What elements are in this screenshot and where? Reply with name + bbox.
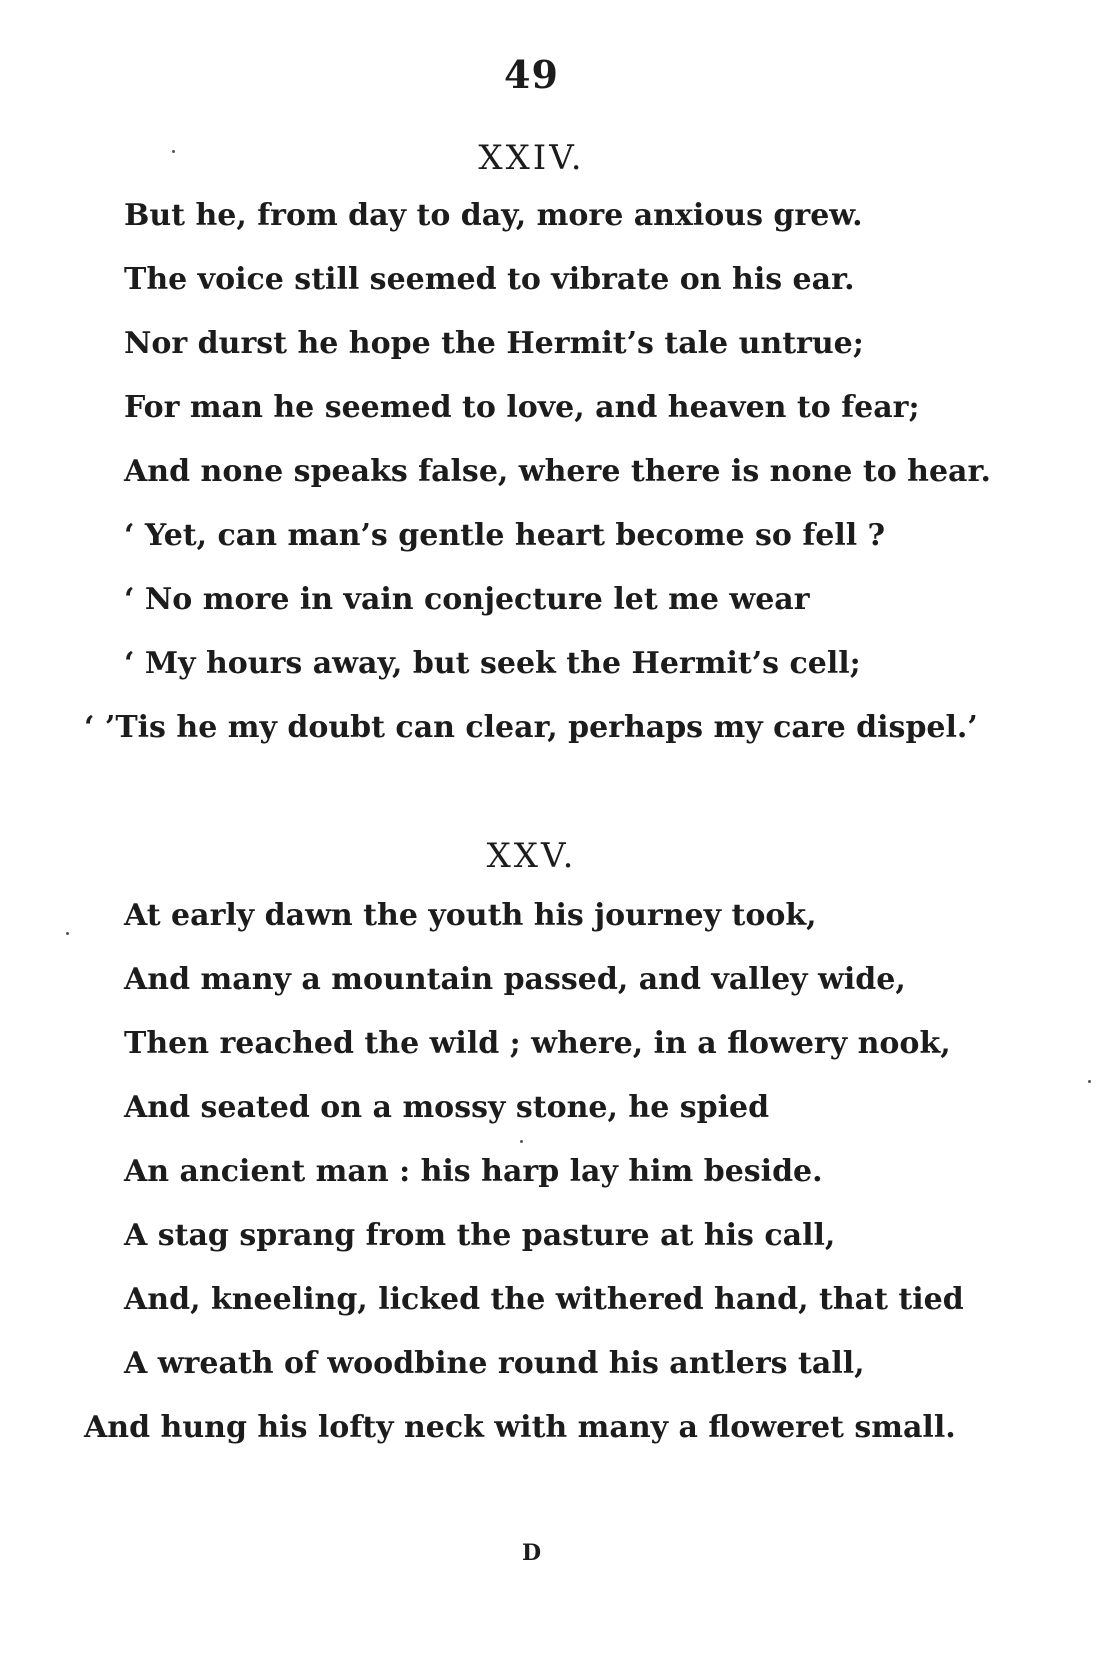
verse-line-alexandrine: ‘ ’Tis he my doubt can clear, perhaps my care dispel.’ [84, 710, 978, 745]
printer-signature-mark: D [521, 1540, 542, 1566]
verse-line: But he, from day to day, more anxious grew. [124, 198, 863, 233]
verse-line: An ancient man : his harp lay him beside. [124, 1154, 823, 1189]
print-speck [172, 150, 175, 153]
verse-line: And, kneeling, licked the withered hand, that tied [124, 1282, 964, 1317]
verse-line: A stag sprang from the pasture at his call, [124, 1218, 836, 1253]
verse-line: The voice still seemed to vibrate on his ear. [124, 262, 855, 297]
print-speck [66, 932, 69, 935]
verse-line-alexandrine: And hung his lofty neck with many a floweret small. [84, 1410, 956, 1445]
verse-line: At early dawn the youth his journey took, [124, 898, 817, 933]
verse-line: ‘ No more in vain conjecture let me wear [124, 582, 810, 617]
print-speck [520, 1140, 523, 1143]
stanza-numeral-xxiv: XXIV. [478, 138, 585, 178]
print-speck [1088, 1080, 1091, 1083]
verse-line: ‘ My hours away, but seek the Hermit’s cell; [124, 646, 861, 681]
verse-line: For man he seemed to love, and heaven to fear; [124, 390, 920, 425]
verse-line: Nor durst he hope the Hermit’s tale untrue; [124, 326, 864, 361]
verse-line: And seated on a mossy stone, he spied [124, 1090, 770, 1125]
page-number: 49 [504, 52, 559, 97]
verse-line: And many a mountain passed, and valley wide, [124, 962, 906, 997]
verse-line: Then reached the wild ; where, in a flowery nook, [124, 1026, 951, 1061]
verse-line: A wreath of woodbine round his antlers tall, [124, 1346, 865, 1381]
verse-line: And none speaks false, where there is none to hear. [124, 454, 991, 489]
stanza-numeral-xxv: XXV. [486, 836, 577, 876]
verse-line: ‘ Yet, can man’s gentle heart become so fell ? [124, 518, 886, 553]
